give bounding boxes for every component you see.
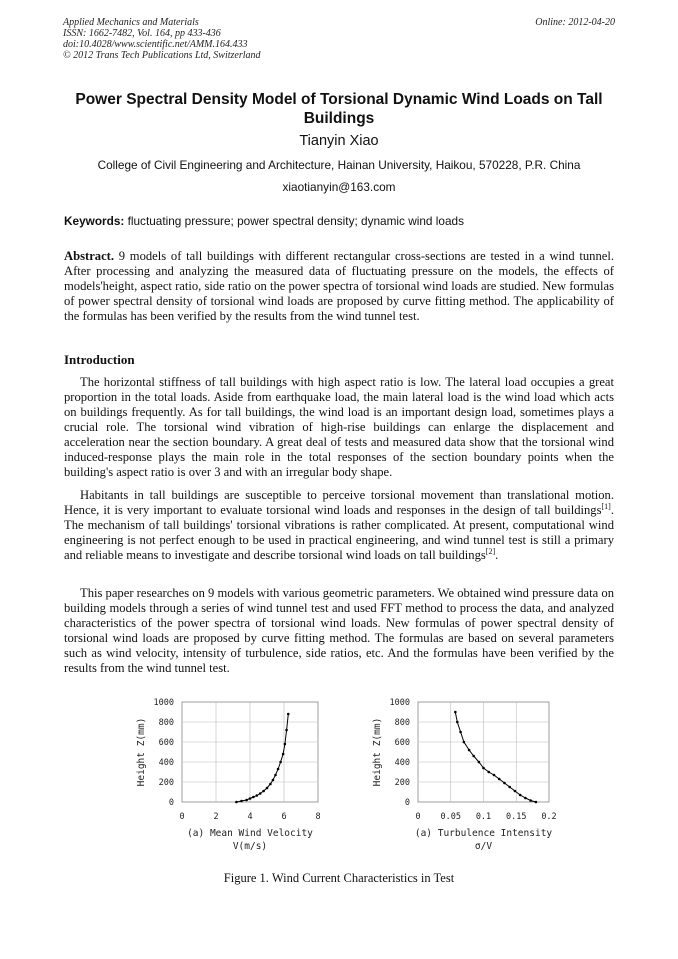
y-tick-label: 200 [158, 778, 174, 788]
data-point [266, 787, 269, 790]
data-point [277, 768, 280, 771]
x-tick-label: 0.15 [506, 812, 527, 822]
intro-paragraph-1: The horizontal stiffness of tall buildings with high aspect ratio is low. The lateral load occupies a great proportion in the total loads. Aside from earthquake load, the main lateral load is the wind load which acts on buildings frequently. As for tall buildings, the wind load is an important design load, sometimes plays a crucial role. The torsional wind vibration of high-rise buildings can enlarge the displacement and acceleration near the section boundary. A great deal of tests and measured data show that the torsional wind induced-response plays the main role in the total responses of the section boundary points when the building's aspect ratio is over 3 and with an irregular body shape. [64, 375, 614, 479]
y-axis-label: Height Z(mm) [372, 717, 383, 787]
data-point [514, 790, 517, 793]
data-point [524, 797, 527, 800]
abstract-label: Abstract. [64, 249, 115, 263]
issn-line: ISSN: 1662-7482, Vol. 164, pp 433-436 [63, 28, 221, 39]
chart-1 [136, 698, 321, 852]
data-point [493, 774, 496, 777]
keywords-text: fluctuating pressure; power spectral density; dynamic wind loads [124, 214, 464, 228]
series-line [236, 714, 288, 802]
data-point [284, 743, 287, 746]
intro-p2-text-c: . [495, 548, 499, 562]
data-point [235, 801, 238, 804]
y-tick-label: 600 [158, 738, 174, 748]
x-tick-label: 0.2 [541, 812, 557, 822]
abstract-text: 9 models of tall buildings with different rectangular cross-sections are tested in a wind tunnel. After processing and analyzing the measured data of fluctuating pressure on the models, the effects of models'height, aspect ratio, side ratio on the power spectra of torsional wind loads are studied. New formulas of power spectral density of torsional wind loads are proposed by curve fitting method. The applicability of the formulas has been verified by the results from the wind tunnel test. [64, 249, 614, 323]
data-point [279, 761, 282, 764]
x-tick-label: 0.05 [440, 812, 461, 822]
data-point [508, 786, 511, 789]
data-point [282, 753, 285, 756]
affiliation: College of Civil Engineering and Architecture, Hainan University, Haikou, 570228, P.R. China [97, 158, 581, 172]
data-point [463, 741, 466, 744]
x-tick-label: 4 [247, 812, 253, 822]
data-point [472, 755, 475, 758]
data-point [252, 796, 255, 799]
intro-paragraph-3: This paper researches on 9 models with various geometric parameters. We obtained wind pressure data on building models through a series of wind tunnel test and used FFT method to process the data, and analyzed characteristics of the power spectra of torsional wind loads. New formulas of power spectral density of torsional wind loads are proposed by curve fitting method. The formulas are based on several parameters such as wind velocity, intensity of turbulence, side ratios, etc. And the formulas have been verified by the results from the wind tunnel test. [64, 586, 614, 675]
x-tick-label: 0 [179, 812, 185, 822]
data-point [245, 799, 248, 802]
figure-caption: Figure 1. Wind Current Characteristics in Test [223, 871, 455, 885]
y-tick-label: 200 [394, 778, 410, 788]
series-line [455, 712, 536, 802]
data-point [240, 800, 243, 803]
y-tick-label: 1000 [153, 698, 174, 708]
chart-2 [372, 698, 557, 852]
data-point [529, 799, 532, 802]
data-point [535, 801, 538, 804]
citation-2: [2] [485, 546, 496, 556]
y-tick-label: 400 [158, 758, 174, 768]
data-point [503, 782, 506, 785]
data-point [456, 721, 459, 724]
data-point [454, 711, 457, 714]
data-point [272, 779, 275, 782]
data-point [262, 790, 265, 793]
paper-title: Power Spectral Density Model of Torsional Dynamic Wind Loads on Tall Buildings [75, 91, 603, 127]
x-tick-label: 8 [315, 812, 321, 822]
doi-line: doi:10.4028/www.scientific.net/AMM.164.433 [63, 39, 248, 50]
keywords-label: Keywords: [64, 214, 125, 228]
data-point [478, 761, 481, 764]
x-axis-label: (a) Turbulence Intensity [414, 828, 553, 839]
y-tick-label: 600 [394, 738, 410, 748]
data-point [287, 713, 290, 716]
x-tick-label: 0 [415, 812, 421, 822]
data-point [459, 731, 462, 734]
section-heading-introduction: Introduction [64, 352, 135, 367]
data-point [285, 729, 288, 732]
x-tick-label: 6 [281, 812, 287, 822]
data-point [249, 797, 252, 800]
y-tick-label: 800 [394, 718, 410, 728]
data-point [255, 794, 258, 797]
data-point [274, 774, 277, 777]
author-email: xiaotianyin@163.com [282, 180, 396, 194]
x-tick-label: 0.1 [475, 812, 492, 822]
intro-p2-text-a: Habitants in tall buildings are susceptible to perceive torsional movement than translational motion. Hence, it is very important to evaluate torsional wind loads and responses in the design of tall buildings [64, 488, 614, 517]
y-axis-label: Height Z(mm) [136, 717, 147, 787]
citation-1: [1] [601, 501, 611, 511]
y-tick-label: 0 [404, 798, 410, 808]
online-date: Online: 2012-04-20 [535, 17, 615, 28]
author-name: Tianyin Xiao [299, 133, 379, 149]
x-tick-label: 2 [213, 812, 219, 822]
data-point [498, 778, 501, 781]
y-tick-label: 0 [168, 798, 174, 808]
data-point [482, 767, 485, 770]
intro-p2-text-b: . The mechanism of tall buildings' torsional vibrations is rather complicated. At present, computational wind engineering is not perfect enough to be used in practical engineering, and wind tunnel test is still a primary and reliable means to investigate and describe torsional wind loads on tall buildings [64, 503, 614, 562]
y-tick-label: 1000 [389, 698, 410, 708]
copyright-line: © 2012 Trans Tech Publications Ltd, Switzerland [63, 50, 261, 61]
data-point [259, 792, 262, 795]
y-tick-label: 400 [394, 758, 410, 768]
x-axis-unit: σ/V [474, 841, 493, 852]
y-tick-label: 800 [158, 718, 174, 728]
data-point [487, 771, 490, 774]
journal-name: Applied Mechanics and Materials [63, 17, 199, 28]
x-axis-unit: V(m/s) [232, 841, 268, 852]
data-point [519, 794, 522, 797]
data-point [269, 783, 272, 786]
x-axis-label: (a) Mean Wind Velocity [187, 828, 313, 839]
data-point [468, 749, 471, 752]
